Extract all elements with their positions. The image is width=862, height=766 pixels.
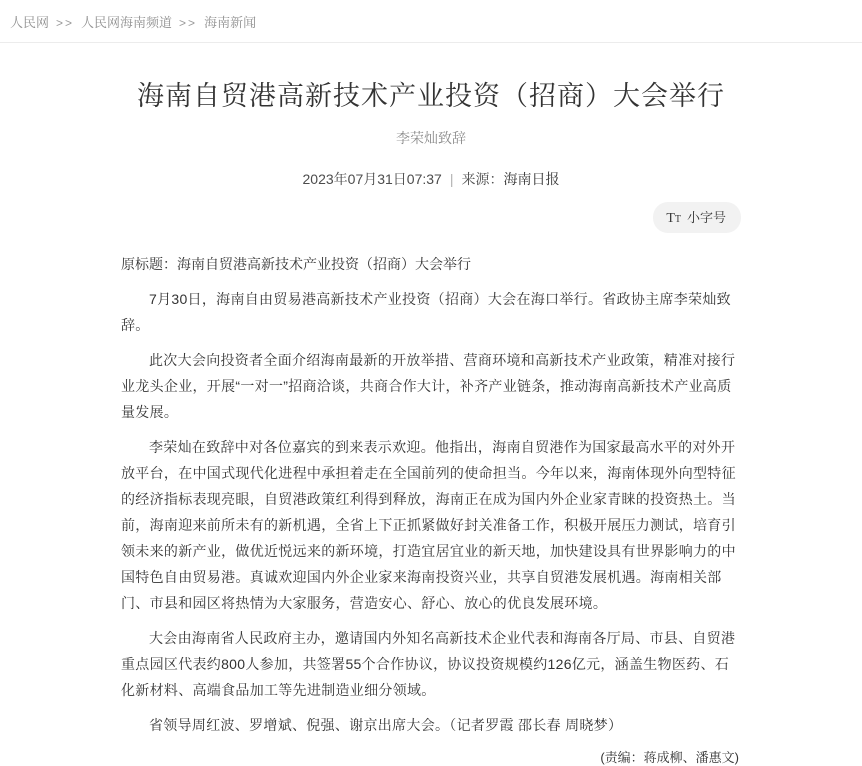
breadcrumb-link-hainan-news[interactable]: 海南新闻	[204, 15, 257, 30]
article-paragraph: 7月30日，海南自由贸易港高新技术产业投资（招商）大会在海口举行。省政协主席李荣灿致辞。	[121, 291, 731, 333]
font-size-button-label: 小字号	[686, 210, 726, 225]
editor-note: (责编：蒋成柳、潘惠文)	[600, 750, 739, 765]
article-meta	[121, 169, 741, 189]
article-paragraph: 大会由海南省人民政府主办，邀请国内外知名高新技术企业代表和海南各厅局、市县、自贸港重点园区代表约800人参加，共签署55个合作协议，协议投资规模约126亿元，涵盖生物医药、石化新材料、高端食品加工等先进制造业细分领域。	[121, 630, 736, 698]
original-title: 原标题：海南自贸港高新技术产业投资（招商）大会举行	[121, 256, 471, 272]
article-paragraph: 省领导周红波、罗增斌、倪强、谢京出席大会。（记者罗霞 邵长春 周晓梦）	[149, 717, 623, 733]
article-toolbar	[121, 202, 741, 233]
source-label: 来源：	[461, 171, 504, 187]
breadcrumb	[0, 0, 862, 43]
article-body	[121, 251, 741, 766]
article-paragraph: 李荣灿在致辞中对各位嘉宾的到来表示欢迎。他指出，海南自贸港作为国家最高水平的对外开放平台，在中国式现代化进程中承担着走在全国前列的使命担当。今年以来，海南体现外向型特征的经济指标表现亮眼，自贸港政策红利得到释放，海南正在成为国内外企业家青睐的投资热土。当前，海南迎来前所未有的新机遇，全省上下正抓紧做好封关准备工作，积极开展压力测试，培育引领未来的新产业，做优近悦远来的新环境，打造宜居宜业的新天地，加快建设具有世界影响力的中国特色自由贸易港。真诚欢迎国内外企业家来海南投资兴业，共享自贸港发展机遇。海南相关部门、市县和园区将热情为大家服务，营造安心、舒心、放心的优良发展环境。	[121, 439, 736, 611]
publish-date: 2023年07月31日07:37	[302, 171, 442, 187]
font-size-button[interactable]	[653, 202, 741, 233]
breadcrumb-link-hainan-channel[interactable]: 人民网海南频道	[81, 15, 173, 30]
font-size-icon: TT	[666, 211, 681, 226]
article-container	[121, 74, 741, 766]
meta-divider: |	[449, 171, 454, 187]
article-subtitle: 李荣灿致辞	[396, 130, 466, 146]
page-title: 海南自贸港高新技术产业投资（招商）大会举行	[137, 81, 725, 111]
breadcrumb-link-people-net[interactable]: 人民网	[10, 15, 50, 30]
article-paragraph: 此次大会向投资者全面介绍海南最新的开放举措、营商环境和高新技术产业政策，精准对接行业龙头企业，开展“一对一”招商洽谈，共商合作大计，补齐产业链条，推动海南高新技术产业高质量发展。	[121, 352, 736, 420]
breadcrumb-separator: >>	[56, 16, 75, 30]
breadcrumb-separator: >>	[179, 16, 198, 30]
source-link[interactable]: 海南日报	[503, 171, 560, 187]
